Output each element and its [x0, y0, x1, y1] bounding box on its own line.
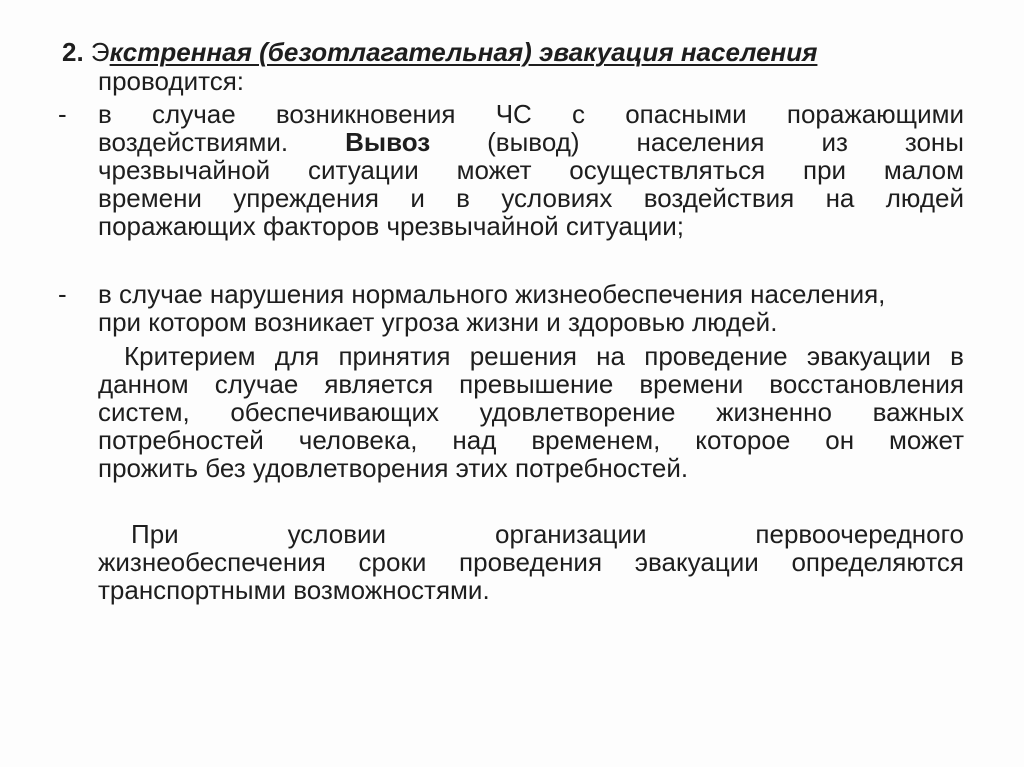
- heading-title: кстренная (безотлагательная) эвакуация населения: [109, 37, 818, 67]
- item2-line2: при котором возникает угроза жизни и здоровью людей.: [98, 307, 778, 337]
- item1-line3: чрезвычайной ситуации может осуществляться при малом: [98, 155, 964, 185]
- item1-line2-pre: воздействиями.: [98, 127, 289, 157]
- heading-first-letter: Э: [90, 37, 110, 67]
- section-heading: [62, 39, 817, 65]
- item1-line2-bold: Вывоз: [345, 127, 431, 157]
- criterion-line2: данном случае является превышение времени восстановления: [98, 369, 964, 399]
- heading-continuation: проводится:: [98, 66, 245, 96]
- bullet-marker: -: [58, 99, 67, 129]
- bullet-marker: -: [58, 279, 67, 309]
- item1-line2-post: (вывод) населения из зоны: [487, 127, 964, 157]
- section-number: 2.: [62, 37, 84, 67]
- item1-line4: времени упреждения и в условиях воздействия на людей: [98, 183, 964, 213]
- criterion-line3: систем, обеспечивающих удовлетворение жизненно важных: [98, 397, 964, 427]
- criterion-line1: Критерием для принятия решения на проведение эвакуации в: [124, 341, 964, 371]
- condition-line3: транспортными возможностями.: [98, 575, 490, 605]
- item1-line5: поражающих факторов чрезвычайной ситуации;: [98, 211, 684, 241]
- condition-line1: При условии организации первоочередного: [131, 519, 964, 549]
- item1-line1: в случае возникновения ЧС с опасными поражающими: [98, 99, 964, 129]
- item1-line2: [98, 129, 964, 155]
- criterion-line5: прожить без удовлетворения этих потребностей.: [98, 453, 689, 483]
- criterion-line4: потребностей человека, над временем, которое он может: [98, 425, 964, 455]
- condition-line2: жизнеобеспечения сроки проведения эвакуации определяются: [98, 547, 964, 577]
- item2-line1: в случае нарушения нормального жизнеобеспечения населения,: [98, 279, 886, 309]
